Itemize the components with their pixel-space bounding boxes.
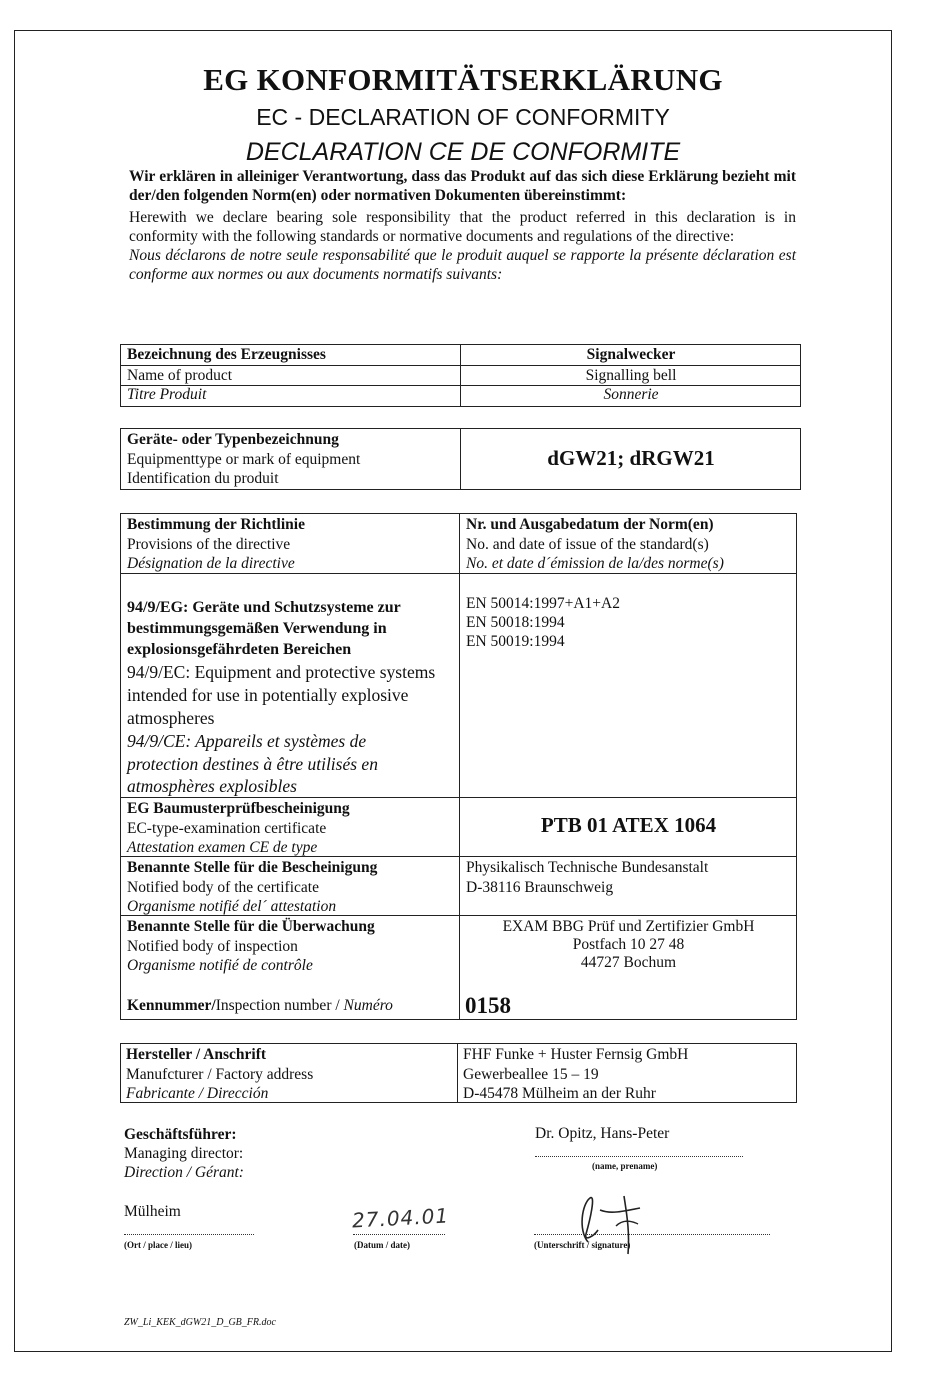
date-handwritten: 27.04.01 [351, 1203, 450, 1233]
notified-cert-label-en: Notified body of the certificate [127, 879, 319, 896]
directive-text-en: 94/9/EC: Equipment and protective systems intended for use in potentially explosive atmospheres [127, 662, 436, 728]
md-label-fr: Direction / Gérant: [124, 1164, 244, 1181]
equipment-label-en: Equipmenttype or mark of equipment [127, 451, 361, 468]
product-label-fr: Titre Produit [127, 386, 207, 403]
intro-de: Wir erklären in alleiniger Verantwortung, dass das Produkt auf das sich diese Erklärung bezieht mit der/den folgenden Norm(en) oder normativen Dokumenten übereinstimmt: [129, 168, 796, 204]
equipment-value: dGW21; dRGW21 [547, 446, 715, 470]
md-label-en: Managing director: [124, 1145, 244, 1162]
place-value: Mülheim [124, 1203, 181, 1220]
notified-insp-line2: Postfach 10 27 48 [572, 936, 685, 953]
inspection-number: 0158 [465, 993, 511, 1018]
footer-filename: ZW_Li_KEK_dGW21_D_GB_FR.doc [124, 1317, 276, 1328]
notified-insp-line1: EXAM BBG Prüf und Zertifizier GmbH [502, 918, 755, 935]
title-fr: DECLARATION CE DE CONFORMITE [245, 138, 681, 166]
directive-label-fr: Désignation de la directive [127, 555, 295, 572]
standard-label-en: No. and date of issue of the standard(s) [466, 536, 709, 553]
place-caption: (Ort / place / lieu) [124, 1240, 192, 1250]
intro-en: Herewith we declare bearing sole responsibility that the product referred in this declaration is in conformity with the following standards or normative documents and regulations of the directive: [129, 209, 796, 245]
inspection-number-label [127, 996, 393, 1016]
intro-fr: Nous déclarons de notre seule responsabilité que le produit auquel se rapporte la présente déclaration est conforme aux normes ou aux documents normatifs suivants: [129, 247, 796, 283]
notified-cert-label-de: Benannte Stelle für die Bescheinigung [127, 859, 378, 876]
manufacturer-line3: D-45478 Mülheim an der Ruhr [463, 1085, 656, 1102]
manufacturer-label-en: Manufcturer / Factory address [126, 1066, 314, 1083]
product-label-en: Name of product [127, 367, 233, 384]
manufacturer-label-fr: Fabricante / Dirección [126, 1085, 269, 1102]
inspection-number-label-de: Kennummer/ [127, 997, 216, 1014]
date-line [353, 1234, 445, 1235]
directive-label-en: Provisions of the directive [127, 536, 291, 553]
notified-cert-label-fr: Organisme notifié del´ attestation [127, 898, 337, 915]
certificate-label-de: EG Baumusterprüfbescheinigung [127, 800, 350, 817]
title-de: EG KONFORMITÄTSERKLÄRUNG [203, 62, 723, 97]
product-value-de: Signalwecker [586, 346, 676, 363]
certificate-label-en: EC-type-examination certificate [127, 820, 327, 837]
certificate-label-fr: Attestation examen CE de type [127, 839, 318, 856]
inspection-number-label-en: Inspection number / [215, 997, 344, 1014]
notified-insp-label-fr: Organisme notifié de contrôle [127, 957, 313, 974]
manufacturer-line1: FHF Funke + Huster Fernsig GmbH [463, 1046, 689, 1063]
place-line [124, 1234, 254, 1235]
title-en: EC - DECLARATION OF CONFORMITY [256, 104, 670, 130]
standard-label-fr: No. et date d´émission de la/des norme(s) [466, 555, 724, 572]
date-caption: (Datum / date) [354, 1240, 410, 1250]
inspection-number-label-fr: Numéro [343, 997, 393, 1014]
manufacturer-line2: Gewerbeallee 15 – 19 [463, 1066, 599, 1083]
md-label-de: Geschäftsführer: [124, 1126, 237, 1143]
directive-label-de: Bestimmung der Richtlinie [127, 516, 305, 533]
notified-insp-line3: 44727 Bochum [580, 954, 677, 971]
intro-block [129, 167, 796, 284]
notified-cert-line2: D-38116 Braunschweig [466, 879, 614, 896]
product-value-fr: Sonnerie [603, 386, 659, 403]
manufacturer-label-de: Hersteller / Anschrift [126, 1046, 267, 1063]
notified-cert-line1: Physikalisch Technische Bundesanstalt [466, 859, 709, 876]
director-name: Dr. Opitz, Hans-Peter [535, 1125, 670, 1142]
directive-text-fr: 94/9/CE: Appareils et systèmes de protection destines à être utilisés en atmosphères explosibles [127, 731, 378, 796]
signature-line [534, 1234, 770, 1235]
standard-label-de: Nr. und Ausgabedatum der Norm(en) [466, 516, 714, 533]
product-label-de: Bezeichnung des Erzeugnisses [127, 346, 326, 363]
equipment-label-fr: Identification du produit [127, 470, 279, 487]
standard-2: EN 50018:1994 [466, 614, 565, 631]
product-value-en: Signalling bell [585, 367, 677, 384]
equipment-label-de: Geräte- oder Typenbezeichnung [127, 431, 339, 448]
notified-insp-label-en: Notified body of inspection [127, 938, 298, 955]
name-line [535, 1156, 743, 1157]
signature-caption: (Unterschrift / signature) [534, 1240, 631, 1250]
standard-3: EN 50019:1994 [466, 633, 565, 650]
directive-text-de: 94/9/EG: Geräte und Schutzsysteme zur bestimmungsgemäßen Verwendung in explosionsgefährdeten Bereichen [127, 599, 401, 658]
standard-1: EN 50014:1997+A1+A2 [466, 595, 620, 612]
name-caption: (name, prename) [592, 1161, 658, 1171]
notified-insp-label-de: Benannte Stelle für die Überwachung [127, 918, 375, 935]
certificate-value: PTB 01 ATEX 1064 [540, 813, 717, 837]
